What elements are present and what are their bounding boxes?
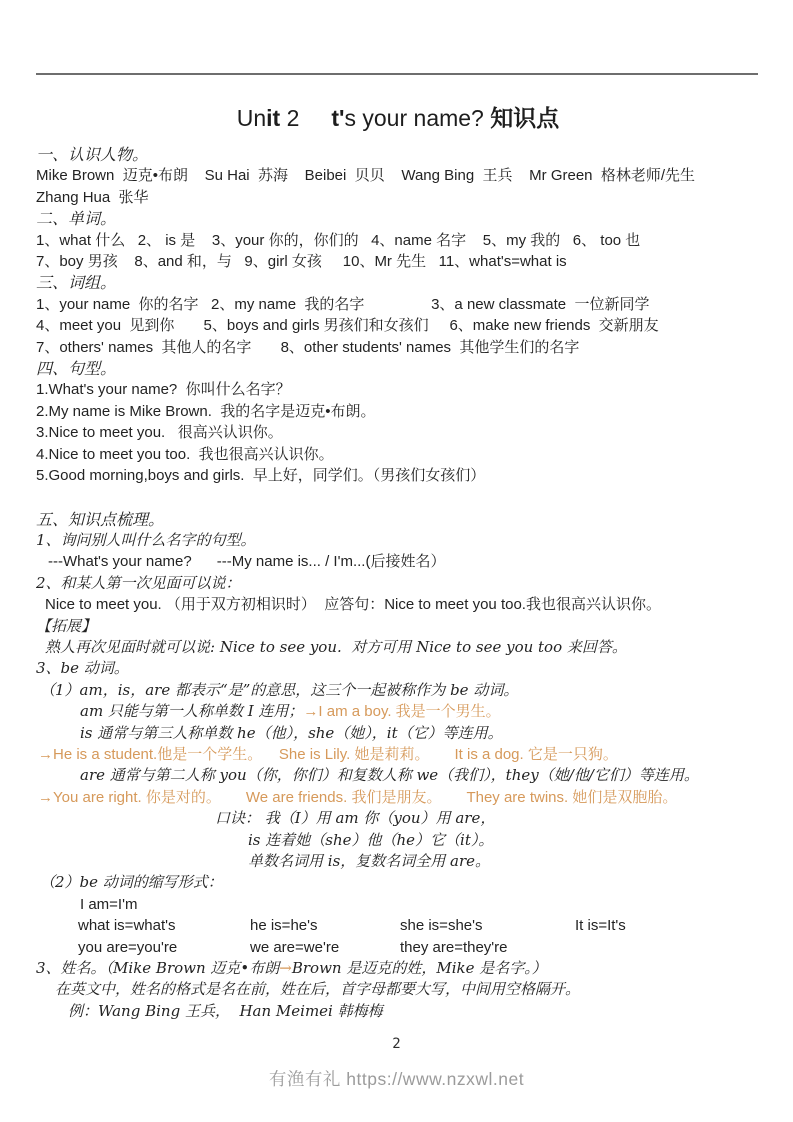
- section-words-heading: 二、单词。: [36, 209, 117, 229]
- be-verb-title: 3、be 动词。: [36, 659, 129, 678]
- section-sentences-heading: 四、句型。: [36, 359, 117, 379]
- words-line-1: 1、what 什么 2、 is 是 3、your 你的，你们的 4、name 名字 5、my 我的 6、 too 也: [36, 231, 641, 249]
- names-rule: 在英文中，姓名的格式是名在前，姓在后，首字母都要大写，中间用空格隔开。: [55, 980, 581, 999]
- sentence-item-3: 3.Nice to meet you. 很高兴认识你。: [36, 424, 283, 442]
- be-are-rule: are 通常与第二人称 you（你，你们）和复数人称 we（我们），they（她/他/它们）等连用。: [80, 766, 699, 785]
- review-item2-answer: Nice to meet you. （用于双方初相识时） 应答句：Nice to meet you too.我也很高兴认识你。: [45, 596, 661, 614]
- expand-text: 熟人再次见面时就可以说: Nice to see you. 对方可用 Nice to see you too 来回答。: [45, 637, 627, 656]
- rhyme-line-3: 单数名词用 is，复数名词全用 are。: [248, 852, 491, 870]
- contraction-cell: It is=It's: [575, 917, 626, 935]
- contraction-cell: they are=they're: [400, 938, 508, 956]
- title-segment-bold: t': [331, 105, 345, 131]
- page-number: 2: [392, 1036, 401, 1052]
- contraction-cell: you are=you're: [78, 938, 178, 956]
- be-is-rule: is 通常与第三人称单数 he（他），she（她），it（它）等连用。: [80, 723, 503, 742]
- contractions-row-2: [36, 937, 760, 958]
- title-segment: s your name?: [344, 105, 491, 131]
- contraction-cell: what is=what's: [78, 917, 176, 935]
- rhyme-line-1: 口诀： 我（I）用 am 你（you）用 are，: [215, 809, 496, 828]
- phrases-line-3: 7、others' names 其他人的名字 8、other students' names 其他学生们的名字: [36, 338, 580, 356]
- be-am-rule: am 只能与第一人称单数 I 连用；: [80, 702, 304, 721]
- names-example: 例：Wang Bing 王兵， Han Meimei 韩梅梅: [68, 1001, 383, 1020]
- be-verb-rule-2: （2）be 动词的缩写形式：: [40, 873, 223, 892]
- sentence-item-2: 2.My name is Mike Brown. 我的名字是迈克•布朗。: [36, 402, 376, 420]
- sentence-item-4: 4.Nice to meet you too. 我也很高兴认识你。: [36, 445, 334, 463]
- rhyme-line-2: is 连着她（she）他（he）它（it）。: [248, 830, 494, 849]
- names-title-pre: 3、姓名。（Mike Brown 迈克•布朗: [36, 959, 280, 978]
- be-verb-rule-1: （1）am，is，are 都表示“是”的意思，这三个一起被称作为 be 动词。: [40, 680, 519, 699]
- phrases-line-1: 1、your name 你的名字 2、my name 我的名字 3、a new classmate 一位新同学: [36, 295, 650, 313]
- document-body: [36, 100, 760, 1022]
- be-is-examples: →He is a student.他是一个学生。 She is Lily. 她是莉莉。 It is a dog. 它是一只狗。: [38, 745, 618, 763]
- sentence-item-5: 5.Good morning,boys and girls. 早上好，同学们。（男孩们女孩们）: [36, 467, 486, 485]
- section-review-heading: 五、知识点梳理。: [36, 509, 165, 529]
- sentence-item-1: 1.What's your name? 你叫什么名字？: [36, 381, 291, 399]
- contraction-iam: I am=I'm: [80, 895, 138, 913]
- title-segment: Un: [236, 105, 267, 131]
- contraction-cell: we are=we're: [250, 938, 340, 956]
- names-arrow: →: [279, 959, 292, 978]
- words-line-2: 7、boy 男孩 8、and 和，与 9、girl 女孩 10、Mr 先生 11、what's=what is: [36, 253, 567, 271]
- page-title: [36, 100, 760, 136]
- section-phrases-heading: 三、词组。: [36, 273, 117, 293]
- review-item1-title: 1、询问别人叫什么名字的句型。: [36, 530, 256, 549]
- people-line-2: Zhang Hua 张华: [36, 188, 149, 206]
- title-topic: 知识点: [490, 105, 560, 131]
- be-are-examples: →You are right. 你是对的。 We are friends. 我们是朋友。 They are twins. 她们是双胞胎。: [38, 788, 678, 806]
- names-title-post: Brown 是迈克的姓，Mike 是名字。）: [291, 959, 547, 978]
- people-line-1: Mike Brown 迈克•布朗 Su Hai 苏海 Beibei 贝贝 Wang Bing 王兵 Mr Green 格林老师/先生: [36, 167, 696, 185]
- contraction-cell: he is=he's: [250, 917, 318, 935]
- site-credit: 有渔有礼 https://www.nzxwl.net: [268, 1069, 525, 1089]
- review-item2-title: 2、和某人第一次见面可以说：: [36, 573, 241, 592]
- contractions-row-1: [36, 915, 760, 936]
- title-segment: 2: [280, 105, 332, 131]
- be-am-example: →I am a boy. 我是一个男生。: [303, 703, 501, 721]
- phrases-line-2: 4、meet you 见到你 5、boys and girls 男孩们和女孩们 6、make new friends 交新朋友: [36, 317, 659, 335]
- section-people-heading: 一、认识人物。: [36, 145, 149, 164]
- contraction-cell: she is=she's: [400, 917, 483, 935]
- header-rule: [36, 73, 758, 75]
- be-am-line: [36, 701, 760, 722]
- review-item1-dialog: ---What's your name? ---My name is... / I'm...(后接姓名）: [48, 553, 446, 571]
- names-title: [36, 958, 760, 979]
- title-segment-bold: it: [266, 105, 281, 131]
- expand-label: 【拓展】: [36, 616, 97, 635]
